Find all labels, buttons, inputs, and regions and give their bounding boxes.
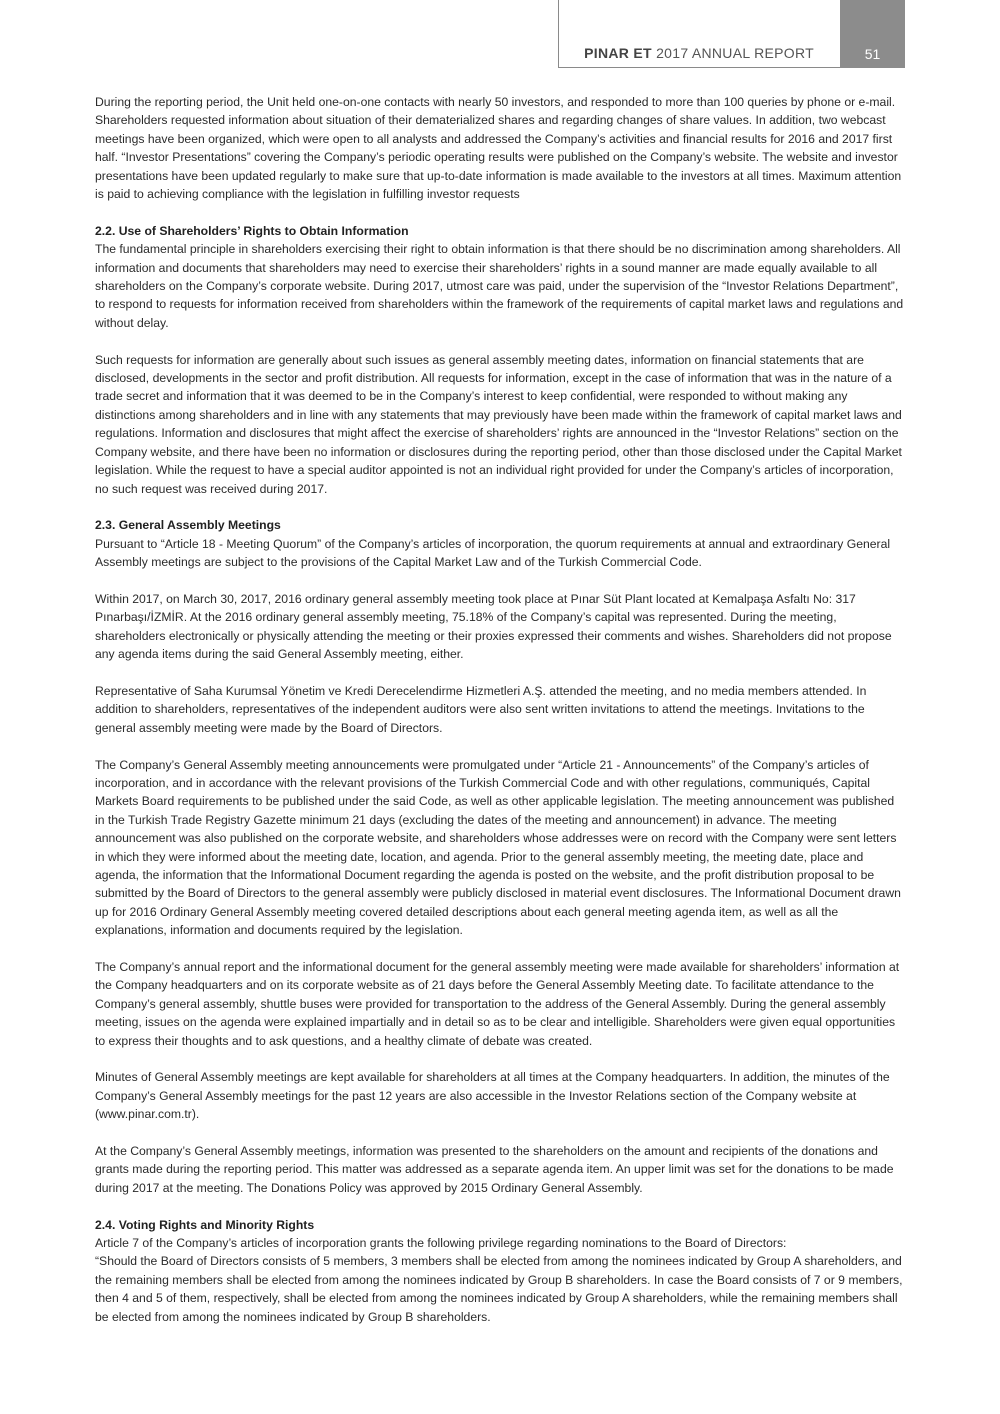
paragraph: Representative of Saha Kurumsal Yönetim ve Kredi Derecelendirme Hizmetleri A.Ş. attended the meeting, and no media members attended. In addition to shareholders, representatives of the independent auditors were also sent written invitations to attend the meetings. Invitations to the general assembly meeting were made by the Board of Directors. bbox=[95, 683, 867, 735]
paragraph: The Company’s General Assembly meeting announcements were promulgated under “Article 21 - Announcements” of the Company’s articles of incorporation, and in accordance with the relevant provisions of the Turkish Commercial Code and with other regulations, communiqués, Capital Markets Board requirements to be published under the said Code, as well as other applicable legislation. The meeting announcement was published in the Turkish Trade Registry Gazette minimum 21 days (excluding the dates of the meeting and announcement) in advance. The meeting announcement was also published on the corporate website, and shareholders whose addresses were on record with the Company were sent letters in which they were informed about the meeting date, location, and agenda. Prior to the general assembly meeting, the meeting date, place and agenda, the information that the Informational Document regarding the agenda is posted on the website, and the profit distribution proposal to be submitted by the Board of Directors to the general assembly were publicly disclosed in material event disclosures. The Informational Document drawn up for 2016 Ordinary General Assembly meeting covered detailed descriptions about each general meeting agenda item, as well as all the explanations, information and documents required by the legislation. bbox=[95, 757, 901, 938]
paragraph: The Company’s annual report and the informational document for the general assembly meeting were made available for shareholders’ information at the Company headquarters and on its corporate website as of 21 days before the General Assembly Meeting date. To facilitate attendance to the Company’s general assembly, shuttle buses were provided for transportation to the address of the General Assembly. During the general assembly meeting, issues on the agenda were explained impartially and in detail so as to be clear and intelligible. Shareholders were given equal opportunities to express their thoughts and to ask questions, and a healthy climate of debate was created. bbox=[95, 959, 900, 1048]
section-heading-2-2: 2.2. Use of Shareholders’ Rights to Obtain Information bbox=[95, 223, 409, 238]
paragraph: Such requests for information are generally about such issues as general assembly meeting dates, information on financial statements that are disclosed, developments in the sector and profit distribution. All requests for information, except in the case of information that was in the nature of a trade secret and information that it was deemed to be in the Company’s interest to keep confidential, were responded to without making any distinctions among shareholders and in line with any statements that may previously have been made within the framework of capital market laws and regulations. Information and disclosures that might affect the exercise of shareholders’ rights are announced in the “Investor Relations” section on the Company website, and there have been no information or disclosures during the reporting period, other than those disclosed under the Capital Market legislation. While the request to have a special auditor appointed is not an individual right provided for under the Company’s articles of incorporation, no such request was received during 2017. bbox=[95, 352, 902, 496]
main-content bbox=[95, 93, 907, 1344]
page-number-box bbox=[840, 0, 905, 68]
section-heading-2-4: 2.4. Voting Rights and Minority Rights bbox=[95, 1217, 315, 1232]
paragraph: Pursuant to “Article 18 - Meeting Quorum” of the Company’s articles of incorporation, the quorum requirements at annual and extraordinary General Assembly meetings are subject to the provisions of the Capital Market Law and of the Turkish Commercial Code. bbox=[95, 536, 891, 570]
header-box bbox=[558, 0, 840, 68]
report-title bbox=[584, 45, 814, 61]
paragraph: At the Company’s General Assembly meetings, information was presented to the shareholders on the amount and recipients of the donations and grants made during the reporting period. This matter was addressed as a separate agenda item. An upper limit was set for the donations to be made during 2017 at the meeting. The Donations Policy was approved by 2015 Ordinary General Assembly. bbox=[95, 1144, 894, 1195]
report-name: 2017 ANNUAL REPORT bbox=[656, 45, 814, 61]
page-number: 51 bbox=[864, 46, 881, 62]
quoted-paragraph: “Should the Board of Directors consists of 5 members, 3 members shall be elected from among the nominees indicated by Group A shareholders, and the remaining members shall be elected from among the nominees indicated by Group B shareholders. In case the Board consists of 7 or 9 members, then 4 and 5 of them, respectively, shall be elected from among the nominees indicated by Group A shareholders, while the remaining members shall be elected from among the nominees indicated by Group B shareholders. bbox=[95, 1254, 903, 1324]
intro-paragraph: During the reporting period, the Unit held one-on-one contacts with nearly 50 investors, and responded to more than 100 queries by phone or e-mail. Shareholders requested information about situation of their dematerialized shares and regarding changes of share values. In addition, two webcast meetings have been organized, which were open to all analysts and addressed the Company’s activities and financial results for 2016 and 2017 first half. “Investor Presentations” covering the Company’s periodic operating results were published on the Company’s website. The website and investor presentations have been updated regularly to make sure that up-to-date information is made available to the investors at all times. Maximum attention is paid to achieving compliance with the legislation in fulfilling investor requests bbox=[95, 95, 902, 202]
paragraph: Within 2017, on March 30, 2017, 2016 ordinary general assembly meeting took place at Pınar Süt Plant located at Kemalpaşa Asfaltı No: 317 Pınarbaşı/İZMİR. At the 2016 ordinary general assembly meeting, 75.18% of the Company’s capital was represented. During the meeting, shareholders electronically or physically attending the meeting or their proxies expressed their comments and wishes. Shareholders did not propose any agenda items during the said General Assembly meeting, either. bbox=[95, 591, 892, 662]
paragraph: Article 7 of the Company’s articles of incorporation grants the following privilege regarding nominations to the Board of Directors: bbox=[95, 1236, 787, 1251]
brand-name: PINAR ET bbox=[584, 45, 652, 61]
paragraph: Minutes of General Assembly meetings are kept available for shareholders at all times at the Company headquarters. In addition, the minutes of the Company’s General Assembly meetings for the past 12 years are also accessible in the Investor Relations section of the Company website at (www.pinar.com.tr). bbox=[95, 1070, 890, 1122]
section-heading-2-3: 2.3. General Assembly Meetings bbox=[95, 518, 281, 533]
paragraph: The fundamental principle in shareholders exercising their right to obtain information is that there should be no discrimination among shareholders. All information and documents that shareholders may need to exercise their shareholders’ rights in a sound manner are made equally available to all shareholders on the Company’s corporate website. During 2017, utmost care was paid, under the supervision of the “Investor Relations Department”, to respond to requests for information received from shareholders within the framework of the requirements of capital market laws and regulations and without delay. bbox=[95, 242, 904, 330]
